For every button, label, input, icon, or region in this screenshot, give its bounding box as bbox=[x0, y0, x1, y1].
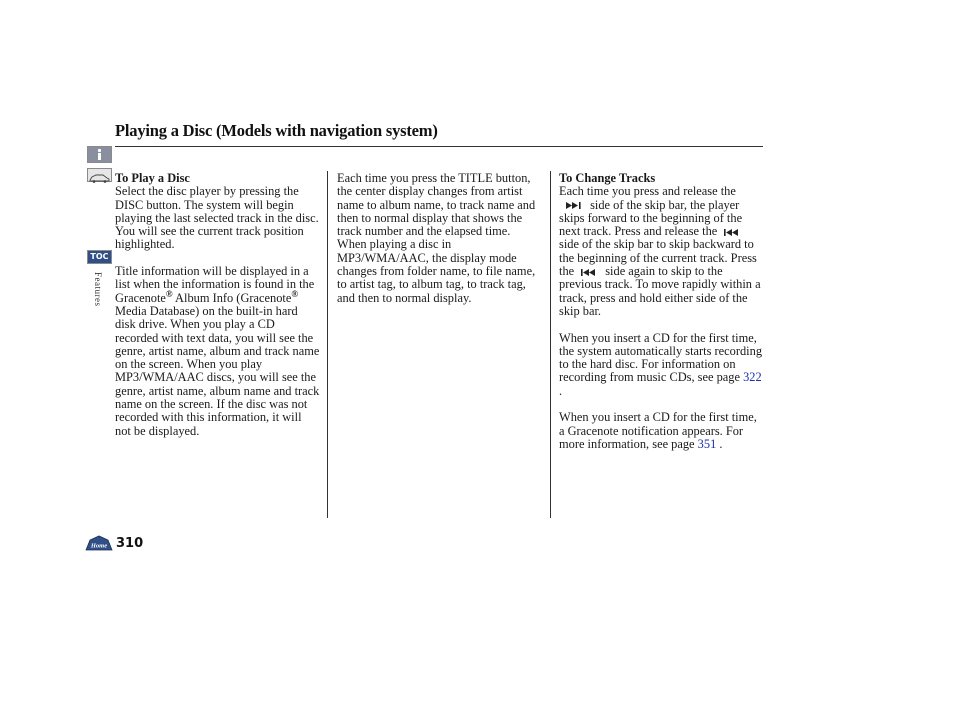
page-link-351[interactable]: 351 bbox=[697, 436, 717, 451]
paragraph: Title information will be displayed in a list when the information is found in the Gracenote® Album Info (Gracenote® Media Database) on the built-in hard disk drive. When you play a CD recorded with text data, you will see the genre, artist name, album and track name on the screen. When you play MP3/WMA/AAC discs, you will see the genre, artist name, album name and track name on the screen. If the disc was not recorded with this information, it will not be displayed. bbox=[115, 264, 320, 438]
column-divider-2 bbox=[550, 171, 551, 518]
registered-mark: ® bbox=[291, 288, 299, 299]
info-glyph-icon bbox=[88, 147, 111, 162]
page-link-322[interactable]: 322 bbox=[743, 370, 762, 385]
skip-forward-icon bbox=[565, 201, 585, 210]
section-label: Features bbox=[93, 272, 103, 307]
car-icon[interactable] bbox=[87, 168, 112, 182]
paragraph: When you insert a CD for the first time, a Gracenote notification appears. For more information, see page 351 . bbox=[559, 410, 757, 451]
column-3 bbox=[559, 172, 763, 451]
skip-back-icon bbox=[580, 268, 600, 277]
home-button[interactable] bbox=[85, 535, 113, 551]
registered-mark: ® bbox=[165, 288, 173, 299]
paragraph: When you insert a CD for the first time, the system automatically starts recording to the hard disc. For information on recording from music CDs, see page 322 . bbox=[559, 330, 763, 398]
paragraph: Each time you press the TITLE button, the center display changes from artist name to album name, to track name and then to normal display that shows the track number and the elapsed time. When playing a disc in MP3/WMA/AAC, the display mode changes from folder name, to file name, to artist tag, to album tag, to track tag, and then to normal display. bbox=[337, 171, 536, 305]
toc-button[interactable]: TOC bbox=[87, 250, 112, 264]
section-heading: To Change Tracks bbox=[559, 171, 656, 185]
title-rule bbox=[115, 146, 763, 147]
paragraph: Select the disc player by pressing the DISC button. The system will begin playing the last selected track in the disc. You will see the current track position highlighted. bbox=[115, 184, 319, 252]
paragraph: Each time you press and release the side of the skip bar, the player skips forward to the beginning of the next track. Press and release the side of the skip bar to skip backward to the beginning of the current track. Press the side again to skip to the previous track. To move rapidly within a track, press and hold either side of the skip bar. bbox=[559, 184, 761, 318]
page-number: 310 bbox=[116, 536, 144, 551]
section-heading: To Play a Disc bbox=[115, 171, 190, 185]
home-label: Home bbox=[90, 542, 108, 550]
car-glyph-icon bbox=[88, 172, 111, 184]
column-2 bbox=[337, 172, 542, 305]
skip-back-icon bbox=[723, 228, 743, 237]
info-icon[interactable] bbox=[87, 146, 112, 163]
column-divider-1 bbox=[327, 171, 328, 518]
page-title: Playing a Disc (Models with navigation system) bbox=[115, 121, 438, 140]
column-1 bbox=[115, 172, 320, 438]
